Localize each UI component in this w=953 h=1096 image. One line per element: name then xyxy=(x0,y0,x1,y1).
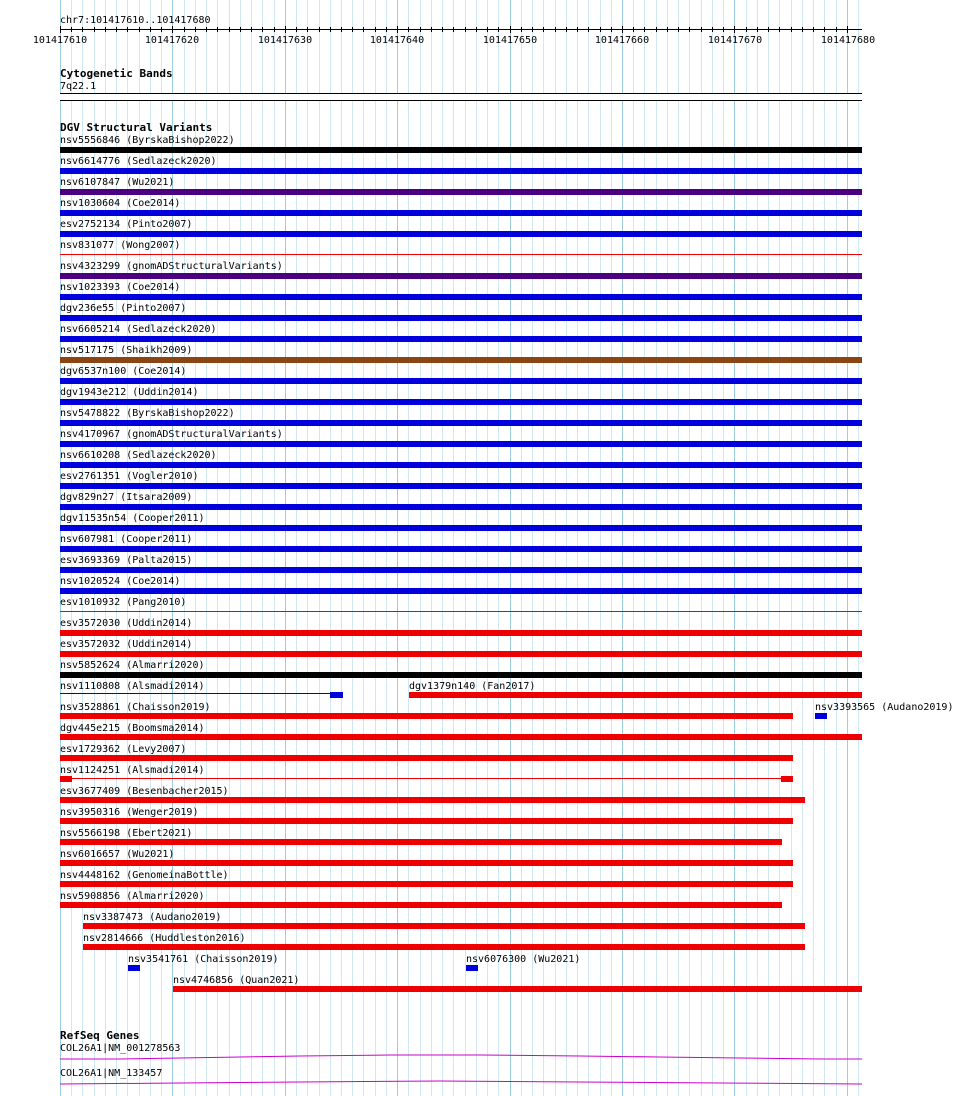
variant-bar[interactable] xyxy=(173,986,862,992)
variant-bar[interactable] xyxy=(60,210,862,216)
variant-bar[interactable] xyxy=(60,713,793,719)
gene-model[interactable] xyxy=(60,1079,862,1087)
variant-label[interactable]: esv1729362 (Levy2007) xyxy=(60,744,187,755)
variant-label[interactable]: nsv5908856 (Almarri2020) xyxy=(60,891,205,902)
variant-label[interactable]: nsv6016657 (Wu2021) xyxy=(60,849,175,860)
variant-bar[interactable] xyxy=(330,692,343,698)
variant-label[interactable]: esv3572030 (Uddin2014) xyxy=(60,618,193,629)
ruler-tick xyxy=(498,27,499,32)
ruler-tick xyxy=(397,26,398,33)
variant-bar[interactable] xyxy=(60,839,782,845)
variant-bar[interactable] xyxy=(60,483,862,489)
ruler-tick-label: 101417670 xyxy=(707,35,763,46)
variant-label[interactable]: dgv236e55 (Pinto2007) xyxy=(60,303,187,314)
ruler-tick-label: 101417610 xyxy=(32,35,88,46)
variant-label[interactable]: nsv1023393 (Coe2014) xyxy=(60,282,181,293)
ruler-tick xyxy=(543,27,544,32)
ruler-tick xyxy=(622,26,623,33)
variant-label[interactable]: nsv3387473 (Audano2019) xyxy=(83,912,222,923)
variant-bar[interactable] xyxy=(60,525,862,531)
ruler-tick xyxy=(588,27,589,32)
variant-bar[interactable] xyxy=(60,672,862,678)
variant-label[interactable]: nsv6107847 (Wu2021) xyxy=(60,177,175,188)
variant-label[interactable]: nsv6076300 (Wu2021) xyxy=(466,954,581,965)
ruler-tick xyxy=(431,27,432,32)
ruler-tick xyxy=(386,27,387,32)
variant-bar[interactable] xyxy=(60,147,862,153)
variant-bar[interactable] xyxy=(83,923,805,929)
ruler-tick xyxy=(678,27,679,32)
ruler-axis xyxy=(60,29,862,30)
cytoband-track-title[interactable]: Cytogenetic Bands xyxy=(60,67,173,80)
variant-bar[interactable] xyxy=(781,776,793,782)
ruler-tick xyxy=(723,27,724,32)
variant-label[interactable]: nsv1110808 (Alsmadi2014) xyxy=(60,681,205,692)
ruler-tick xyxy=(487,27,488,32)
ruler-tick xyxy=(712,27,713,32)
variant-label[interactable]: nsv5566198 (Ebert2021) xyxy=(60,828,193,839)
variant-label[interactable]: nsv1020524 (Coe2014) xyxy=(60,576,181,587)
variant-label[interactable]: esv3572032 (Uddin2014) xyxy=(60,639,193,650)
ruler-tick xyxy=(229,27,230,32)
ruler-tick xyxy=(251,27,252,32)
ruler-tick xyxy=(330,27,331,32)
dgv-track-title[interactable]: DGV Structural Variants xyxy=(60,121,213,134)
variant-label[interactable]: nsv5478822 (ByrskaBishop2022) xyxy=(60,408,235,419)
ruler-tick xyxy=(296,27,297,32)
variant-label[interactable]: nsv6605214 (Sedlazeck2020) xyxy=(60,324,217,335)
ruler-tick xyxy=(307,27,308,32)
ruler-tick xyxy=(82,27,83,32)
variant-label[interactable]: nsv6614776 (Sedlazeck2020) xyxy=(60,156,217,167)
ruler-tick xyxy=(689,27,690,32)
ruler-tick xyxy=(363,27,364,32)
ruler-tick xyxy=(172,26,173,33)
ruler-tick xyxy=(319,27,320,32)
ruler-tick xyxy=(161,27,162,32)
gene-label[interactable]: COL26A1|NM_133457 xyxy=(60,1068,163,1079)
variant-bar[interactable] xyxy=(60,504,862,510)
variant-bar[interactable] xyxy=(60,231,862,237)
ruler-tick xyxy=(768,27,769,32)
variant-bar[interactable] xyxy=(83,944,805,950)
variant-bar[interactable] xyxy=(60,441,862,447)
ruler-tick xyxy=(408,27,409,32)
variant-thin-line[interactable] xyxy=(72,778,781,779)
variant-bar[interactable] xyxy=(128,965,140,971)
variant-label[interactable]: nsv5852624 (Almarri2020) xyxy=(60,660,205,671)
ruler-tick xyxy=(94,27,95,32)
ruler-tick xyxy=(285,26,286,33)
ruler-tick xyxy=(824,27,825,32)
variant-label[interactable]: nsv3393565 (Audano2019) xyxy=(815,702,953,713)
variant-thin-line[interactable] xyxy=(60,693,330,694)
variant-label[interactable]: nsv6610208 (Sedlazeck2020) xyxy=(60,450,217,461)
variant-bar[interactable] xyxy=(60,567,862,573)
variant-bar[interactable] xyxy=(60,357,862,363)
variant-bar[interactable] xyxy=(60,734,862,740)
ruler-tick xyxy=(127,27,128,32)
variant-label[interactable]: dgv11535n54 (Cooper2011) xyxy=(60,513,205,524)
variant-bar[interactable] xyxy=(60,189,862,195)
ruler-tick xyxy=(352,27,353,32)
variant-label[interactable]: nsv4746856 (Quan2021) xyxy=(173,975,300,986)
variant-bar[interactable] xyxy=(60,315,862,321)
variant-label[interactable]: esv3677409 (Besenbacher2015) xyxy=(60,786,229,797)
ruler-tick xyxy=(802,27,803,32)
variant-bar[interactable] xyxy=(60,797,805,803)
variant-label[interactable]: nsv831077 (Wong2007) xyxy=(60,240,181,251)
variant-thin-line[interactable] xyxy=(60,254,862,255)
ruler-tick-label: 101417620 xyxy=(144,35,200,46)
variant-bar[interactable] xyxy=(60,399,862,405)
ruler-tick xyxy=(262,27,263,32)
variant-label[interactable]: nsv1124251 (Alsmadi2014) xyxy=(60,765,205,776)
ruler-tick xyxy=(633,27,634,32)
ruler-tick xyxy=(847,26,848,33)
ruler-tick xyxy=(600,27,601,32)
ruler-tick xyxy=(757,27,758,32)
variant-label[interactable]: nsv3528861 (Chaisson2019) xyxy=(60,702,211,713)
ruler-tick xyxy=(420,27,421,32)
variant-bar[interactable] xyxy=(60,630,862,636)
variant-label[interactable]: dgv445e215 (Boomsma2014) xyxy=(60,723,205,734)
variant-label[interactable]: nsv3541761 (Chaisson2019) xyxy=(128,954,279,965)
ruler-tick xyxy=(701,27,702,32)
variant-bar[interactable] xyxy=(60,294,862,300)
ruler-tick-label: 101417680 xyxy=(820,35,876,46)
cytoband-feature[interactable] xyxy=(60,93,862,101)
variant-label[interactable]: dgv829n27 (Itsara2009) xyxy=(60,492,193,503)
variant-label[interactable]: dgv1379n140 (Fan2017) xyxy=(409,681,536,692)
gene-model[interactable] xyxy=(60,1054,862,1062)
ruler-tick-label: 101417640 xyxy=(369,35,425,46)
ruler-tick xyxy=(240,27,241,32)
variant-bar[interactable] xyxy=(60,420,862,426)
ruler-tick xyxy=(71,27,72,32)
ruler-tick xyxy=(746,27,747,32)
variant-label[interactable]: nsv607981 (Cooper2011) xyxy=(60,534,193,545)
variant-bar[interactable] xyxy=(409,692,862,698)
variant-bar[interactable] xyxy=(815,713,827,719)
variant-bar[interactable] xyxy=(60,860,793,866)
variant-label[interactable]: nsv4323299 (gnomADStructuralVariants) xyxy=(60,261,283,272)
variant-label[interactable]: dgv1943e212 (Uddin2014) xyxy=(60,387,199,398)
ruler-tick xyxy=(453,27,454,32)
ruler-tick xyxy=(555,27,556,32)
variant-thin-line[interactable] xyxy=(60,611,862,612)
location-label: chr7:101417610..101417680 xyxy=(60,15,211,26)
ruler-tick xyxy=(217,27,218,32)
variant-label[interactable]: dgv6537n100 (Coe2014) xyxy=(60,366,187,377)
variant-bar[interactable] xyxy=(466,965,478,971)
variant-bar[interactable] xyxy=(60,755,793,761)
variant-bar[interactable] xyxy=(60,336,862,342)
ruler-tick xyxy=(836,27,837,32)
ruler-tick-label: 101417660 xyxy=(594,35,650,46)
ruler-tick xyxy=(791,27,792,32)
ruler-tick xyxy=(510,26,511,33)
variant-bar[interactable] xyxy=(60,881,793,887)
variant-label[interactable]: nsv1030604 (Coe2014) xyxy=(60,198,181,209)
variant-bar[interactable] xyxy=(60,168,862,174)
ruler-tick xyxy=(779,27,780,32)
refseq-track-title[interactable]: RefSeq Genes xyxy=(60,1029,140,1042)
variant-bar[interactable] xyxy=(60,546,862,552)
variant-label[interactable]: nsv3950316 (Wenger2019) xyxy=(60,807,199,818)
gene-label[interactable]: COL26A1|NM_001278563 xyxy=(60,1043,181,1054)
ruler-tick xyxy=(341,27,342,32)
ruler-tick xyxy=(521,27,522,32)
ruler-tick xyxy=(375,27,376,32)
ruler-tick xyxy=(105,27,106,32)
variant-label[interactable]: nsv5556846 (ByrskaBishop2022) xyxy=(60,135,235,146)
ruler-tick xyxy=(566,27,567,32)
variant-label[interactable]: nsv4448162 (GenomeinaBottle) xyxy=(60,870,229,881)
ruler-tick xyxy=(532,27,533,32)
ruler-tick xyxy=(116,27,117,32)
variant-bar[interactable] xyxy=(60,378,862,384)
variant-bar[interactable] xyxy=(60,588,862,594)
ruler-tick xyxy=(577,27,578,32)
variant-label[interactable]: esv2752134 (Pinto2007) xyxy=(60,219,193,230)
ruler-tick-label: 101417650 xyxy=(482,35,538,46)
ruler-tick xyxy=(60,26,61,33)
ruler-tick xyxy=(139,27,140,32)
variant-label[interactable]: nsv4170967 (gnomADStructuralVariants) xyxy=(60,429,283,440)
ruler-tick xyxy=(656,27,657,32)
ruler-tick xyxy=(734,26,735,33)
ruler-tick xyxy=(476,27,477,32)
ruler-tick xyxy=(195,27,196,32)
variant-bar[interactable] xyxy=(60,902,782,908)
ruler-tick xyxy=(813,27,814,32)
ruler-tick xyxy=(644,27,645,32)
variant-bar[interactable] xyxy=(60,776,72,782)
ruler-tick xyxy=(667,27,668,32)
variant-label[interactable]: esv1010932 (Pang2010) xyxy=(60,597,187,608)
ruler-tick-label: 101417630 xyxy=(257,35,313,46)
ruler-tick xyxy=(150,27,151,32)
ruler-tick xyxy=(274,27,275,32)
ruler-tick xyxy=(465,27,466,32)
cytoband-label: 7q22.1 xyxy=(60,81,97,92)
variant-bar[interactable] xyxy=(60,462,862,468)
variant-bar[interactable] xyxy=(60,273,862,279)
ruler-tick xyxy=(184,27,185,32)
variant-label[interactable]: nsv2814666 (Huddleston2016) xyxy=(83,933,246,944)
variant-bar[interactable] xyxy=(60,818,793,824)
ruler-tick xyxy=(442,27,443,32)
variant-bar[interactable] xyxy=(60,651,862,657)
ruler-tick xyxy=(611,27,612,32)
variant-label[interactable]: nsv517175 (Shaikh2009) xyxy=(60,345,193,356)
variant-label[interactable]: esv2761351 (Vogler2010) xyxy=(60,471,199,482)
ruler-tick xyxy=(206,27,207,32)
variant-label[interactable]: esv3693369 (Palta2015) xyxy=(60,555,193,566)
